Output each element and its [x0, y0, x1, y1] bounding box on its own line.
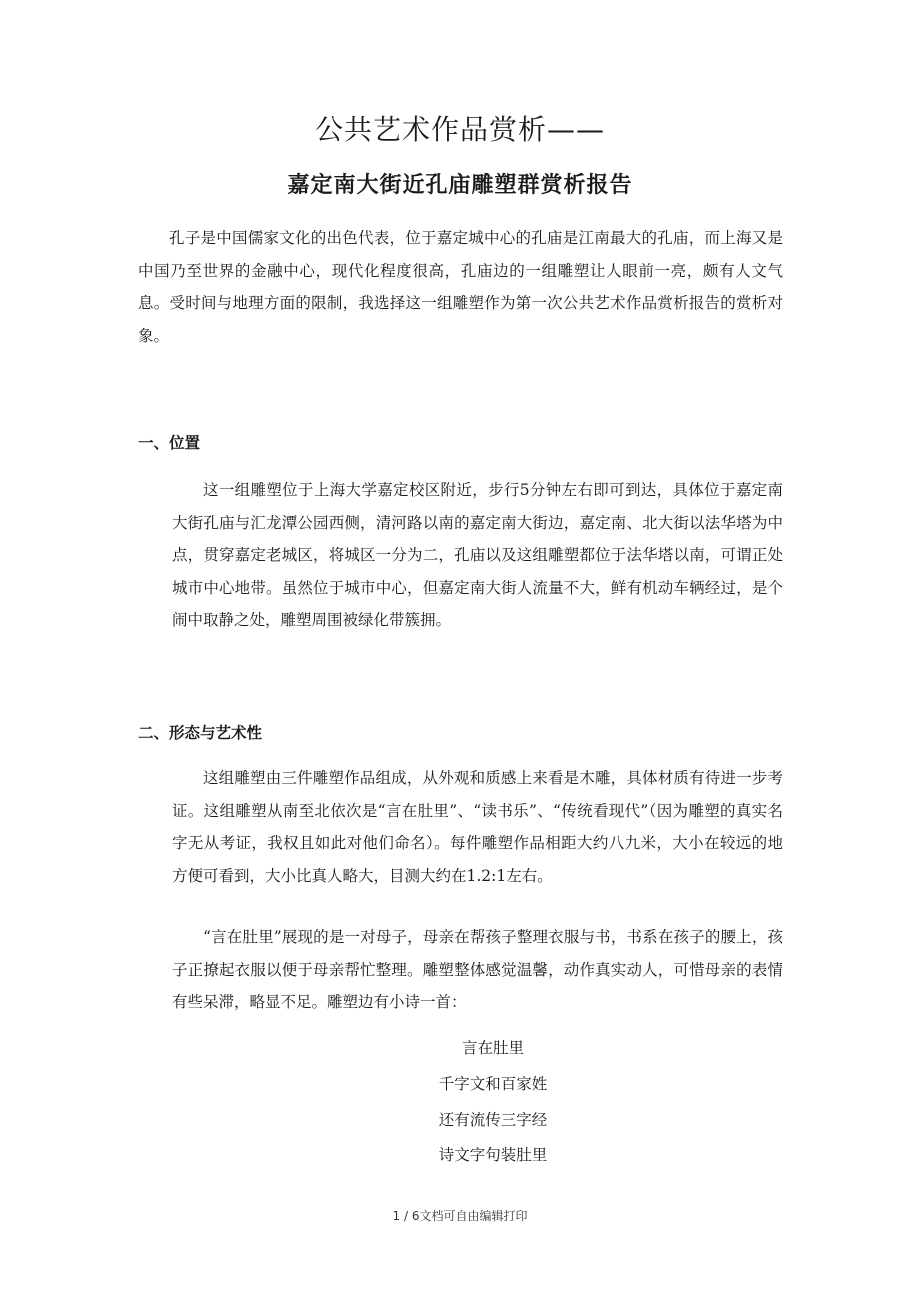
poem-line: 诗文字句装肚里	[438, 1146, 548, 1164]
section-heading-form: 二、形态与艺术性	[138, 724, 263, 742]
location-paragraph: 这一组雕塑位于上海大学嘉定校区附近，步行5分钟左右即可到达，具体位于嘉定南大街孔庙与汇龙潭公园西侧，清河路以南的嘉定南大街边，嘉定南、北大街以法华塔为中点，贯穿嘉定老城区，将城区一分为二，孔庙以及这组雕塑都位于法华塔以南，可谓正处城市中心地带。虽然位于城市中心，但嘉定南大街人流量不大，鲜有机动车辆经过，是个闹中取静之处，雕塑周围被绿化带簇拥。	[172, 481, 783, 629]
page-footer: 1 / 6文档可自由编辑打印	[392, 1209, 528, 1223]
poem-line: 言在肚里	[461, 1039, 524, 1057]
intro-paragraph: 孔子是中国儒家文化的出色代表，位于嘉定城中心的孔庙是江南最大的孔庙，而上海又是中国乃至世界的金融中心，现代化程度很高，孔庙边的一组雕塑让人眼前一亮，颇有人文气息。受时间与地理方面的限制，我选择这一组雕塑作为第一次公共艺术作品赏析报告的赏析对象。	[138, 229, 783, 345]
document-subtitle: 嘉定南大街近孔庙雕塑群赏析报告	[287, 173, 633, 198]
poem-line: 千字文和百家姓	[438, 1075, 548, 1093]
document-title: 公共艺术作品赏析——	[314, 113, 605, 146]
section-heading-location: 一、位置	[138, 434, 201, 452]
description-paragraph: “言在肚里”展现的是一对母子，母亲在帮孩子整理衣服与书，书系在孩子的腰上，孩子正撩起衣服以便于母亲帮忙整理。雕塑整体感觉温馨，动作真实动人，可惜母亲的表情有些呆滞，略显不足。雕塑边有小诗一首：	[172, 928, 783, 1011]
poem-line: 还有流传三字经	[438, 1111, 548, 1129]
form-paragraph: 这组雕塑由三件雕塑作品组成，从外观和质感上来看是木雕，具体材质有待进一步考证。这组雕塑从南至北依次是“言在肚里”、“读书乐”、“传统看现代”（因为雕塑的真实名字无从考证，我权且如此对他们命名）。每件雕塑作品相距大约八九米，大小在较远的地方便可看到，大小比真人略大，目测大约在1.2:1左右。	[172, 769, 783, 885]
